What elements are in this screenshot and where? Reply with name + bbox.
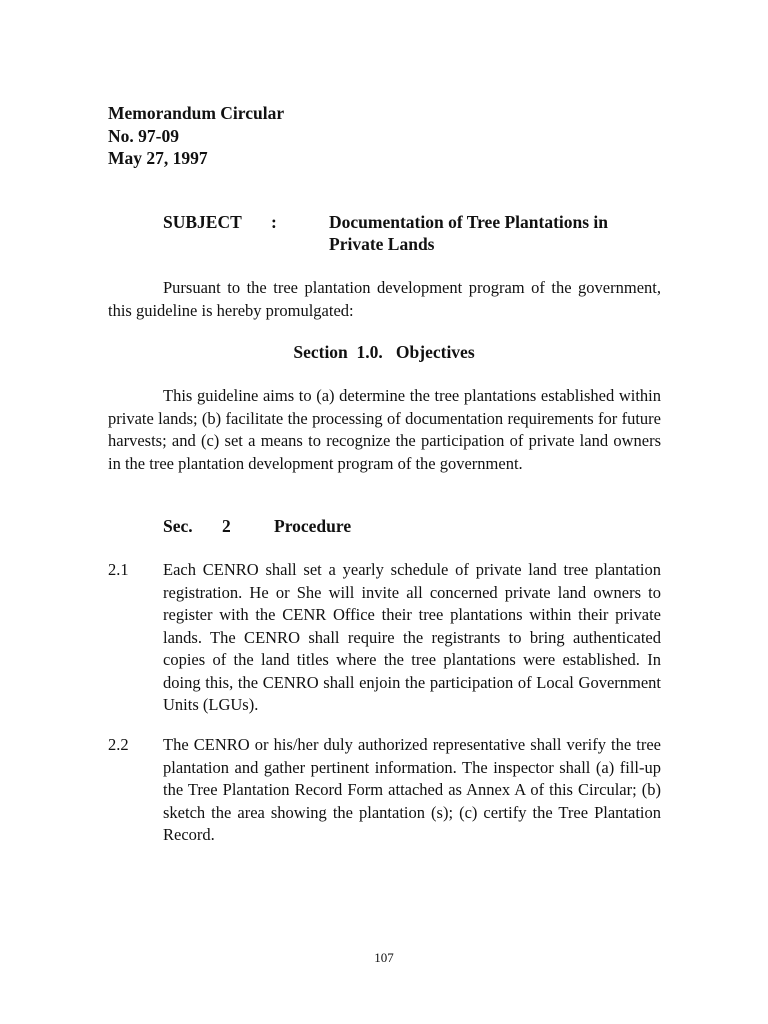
- item-2-1-number: 2.1: [108, 560, 129, 579]
- section-2-label: Sec.: [163, 516, 193, 536]
- memo-date: May 27, 1997: [108, 148, 208, 168]
- objectives-paragraph: This guideline aims to (a) determine the tree plantations established within private lands; (b) facilitate the processing of documentation requirements for future harvests; and (c) set a means to recognize the participation of private land owners in the tree plantation development program of the government.: [108, 386, 661, 473]
- memo-title: Memorandum Circular: [108, 103, 285, 123]
- section-1-heading: Section 1.0. Objectives: [293, 342, 475, 362]
- memo-header: [108, 102, 284, 170]
- item-2-2-text: The CENRO or his/her duly authorized representative shall verify the tree plantation and gather pertinent information. The inspector shall (a) fill-up the Tree Plantation Record Form attached as Annex A of this Circular; (b) sketch the area showing the plantation (s); (c) certify the Tree Plantation Record.: [163, 735, 661, 844]
- subject-text: Documentation of Tree Plantations in Private Lands: [329, 212, 609, 254]
- subject-colon: :: [271, 212, 277, 232]
- item-2-1-text: Each CENRO shall set a yearly schedule of private land tree plantation registration. He or She will invite all concerned private land owners to register with the CENR Office their tree plantations within their private lands. The CENRO shall require the registrants to bring authenticated copies of the land titles where the tree plantations were established. In doing this, the CENRO shall enjoin the participation of Local Government Units (LGUs).: [163, 560, 661, 714]
- memo-number: No. 97-09: [108, 125, 179, 146]
- section-2-title: Procedure: [274, 516, 352, 536]
- intro-paragraph: Pursuant to the tree plantation development program of the government, this guideline is hereby promulgated:: [108, 278, 661, 320]
- section-2-number: 2: [222, 516, 231, 536]
- subject-label: SUBJECT: [163, 212, 242, 232]
- item-2-2-number: 2.2: [108, 735, 129, 754]
- page-number: 107: [374, 950, 394, 965]
